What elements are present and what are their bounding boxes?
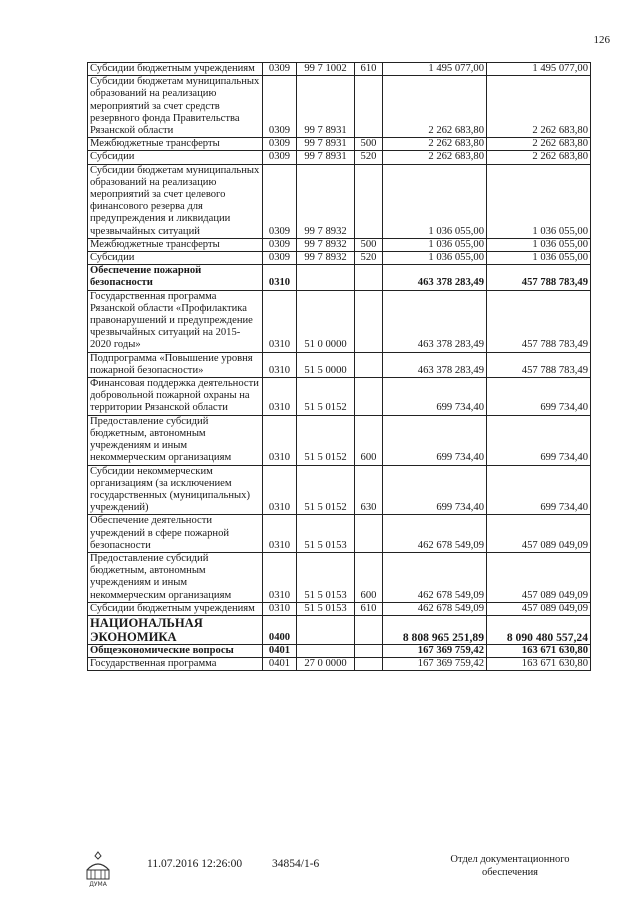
row-article-cell: 51 5 0000 [297, 352, 355, 377]
row-amount-2016-cell: 462 678 549,09 [383, 552, 487, 602]
row-article-cell: 99 7 8931 [297, 76, 355, 138]
row-article-cell: 99 7 8932 [297, 252, 355, 265]
row-section-cell: 0309 [263, 76, 297, 138]
row-amount-executed-cell: 457 788 783,49 [487, 290, 591, 352]
footer-document-code: 34854/1-6 [272, 858, 320, 870]
table-row [88, 552, 591, 602]
row-amount-executed-cell: 1 036 055,00 [487, 238, 591, 251]
row-name-cell: Субсидии бюджетам муниципальных образований на реализацию мероприятий за счет средств резервного фонда Правительства Рязанской области [88, 76, 263, 138]
table-row [88, 238, 591, 251]
table-row [88, 615, 591, 644]
row-section-cell: 0309 [263, 151, 297, 164]
duma-emblem-icon [81, 850, 115, 888]
row-article-cell: 99 7 8931 [297, 138, 355, 151]
row-article-cell: 51 5 0153 [297, 602, 355, 615]
row-amount-2016-cell: 462 678 549,09 [383, 602, 487, 615]
row-expense-type-cell: 610 [355, 63, 383, 76]
row-amount-executed-cell: 457 788 783,49 [487, 352, 591, 377]
row-amount-executed-cell: 457 788 783,49 [487, 265, 591, 290]
row-amount-executed-cell: 2 262 683,80 [487, 151, 591, 164]
row-section-cell: 0400 [263, 615, 297, 644]
row-article-cell: 51 5 0152 [297, 465, 355, 515]
table-row [88, 265, 591, 290]
row-article-cell: 51 5 0153 [297, 552, 355, 602]
row-section-cell: 0310 [263, 465, 297, 515]
row-amount-executed-cell: 163 671 630,80 [487, 644, 591, 657]
row-amount-2016-cell: 167 369 759,42 [383, 658, 487, 671]
row-amount-executed-cell: 1 036 055,00 [487, 164, 591, 238]
row-expense-type-cell: 520 [355, 252, 383, 265]
row-amount-2016-cell: 1 036 055,00 [383, 238, 487, 251]
row-name-cell: Обеспечение пожарной безопасности [88, 265, 263, 290]
budget-table [87, 62, 591, 671]
row-expense-type-cell [355, 378, 383, 416]
budget-table-body [88, 63, 591, 671]
table-row [88, 515, 591, 553]
row-name-cell: Субсидии некоммерческим организациям (за исключением государственных (муниципальных) учреждений) [88, 465, 263, 515]
row-expense-type-cell [355, 658, 383, 671]
row-article-cell: 99 7 8932 [297, 238, 355, 251]
row-expense-type-cell: 520 [355, 151, 383, 164]
row-amount-executed-cell: 8 090 480 557,24 [487, 615, 591, 644]
row-expense-type-cell: 500 [355, 138, 383, 151]
row-article-cell [297, 644, 355, 657]
row-amount-executed-cell: 457 089 049,09 [487, 552, 591, 602]
row-name-cell: Межбюджетные трансферты [88, 138, 263, 151]
row-section-cell: 0310 [263, 265, 297, 290]
table-row [88, 76, 591, 138]
row-amount-2016-cell: 1 036 055,00 [383, 252, 487, 265]
row-name-cell: Общеэкономические вопросы [88, 644, 263, 657]
row-amount-executed-cell: 699 734,40 [487, 415, 591, 465]
footer-date: 11.07.2016 12:26:00 [147, 858, 243, 870]
row-name-cell: Подпрограмма «Повышение уровня пожарной безопасности» [88, 352, 263, 377]
row-article-cell: 99 7 8931 [297, 151, 355, 164]
row-article-cell [297, 265, 355, 290]
row-amount-executed-cell: 457 089 049,09 [487, 602, 591, 615]
row-name-cell: Государственная программа Рязанской области «Профилактика правонарушений и предупреждение чрезвычайных ситуаций на 2015-2020 годы» [88, 290, 263, 352]
row-amount-2016-cell: 463 378 283,49 [383, 290, 487, 352]
row-amount-2016-cell: 1 495 077,00 [383, 63, 487, 76]
row-section-cell: 0310 [263, 515, 297, 553]
row-section-cell: 0309 [263, 164, 297, 238]
row-amount-executed-cell: 699 734,40 [487, 378, 591, 416]
row-amount-2016-cell: 699 734,40 [383, 378, 487, 416]
row-section-cell: 0310 [263, 552, 297, 602]
row-name-cell: Финансовая поддержка деятельности добровольной пожарной охраны на территории Рязанской области [88, 378, 263, 416]
row-name-cell: Государственная программа [88, 658, 263, 671]
row-section-cell: 0309 [263, 252, 297, 265]
row-section-cell: 0401 [263, 644, 297, 657]
row-section-cell: 0309 [263, 238, 297, 251]
row-article-cell: 51 5 0152 [297, 415, 355, 465]
row-section-cell: 0310 [263, 378, 297, 416]
row-name-cell: Межбюджетные трансферты [88, 238, 263, 251]
row-name-cell: Субсидии бюджетным учреждениям [88, 602, 263, 615]
row-article-cell: 99 7 8932 [297, 164, 355, 238]
row-expense-type-cell [355, 265, 383, 290]
row-article-cell: 51 0 0000 [297, 290, 355, 352]
table-row [88, 415, 591, 465]
table-row [88, 465, 591, 515]
row-section-cell: 0310 [263, 415, 297, 465]
row-amount-2016-cell: 462 678 549,09 [383, 515, 487, 553]
row-expense-type-cell [355, 352, 383, 377]
row-section-cell: 0309 [263, 138, 297, 151]
row-amount-2016-cell: 1 036 055,00 [383, 164, 487, 238]
row-name-cell: Субсидии бюджетным учреждениям [88, 63, 263, 76]
table-row [88, 164, 591, 238]
footer-department-line1: Отдел документационного [450, 854, 570, 865]
row-expense-type-cell [355, 515, 383, 553]
duma-emblem-text: ДУМА [89, 881, 107, 888]
row-name-cell: НАЦИОНАЛЬНАЯ ЭКОНОМИКА [88, 615, 263, 644]
row-name-cell: Субсидии бюджетам муниципальных образований на реализацию мероприятий за счет целевого финансового резерва для предупреждения и ликвидации чрезвычайных ситуаций [88, 164, 263, 238]
row-amount-executed-cell: 1 036 055,00 [487, 252, 591, 265]
row-article-cell [297, 615, 355, 644]
table-row [88, 252, 591, 265]
row-amount-2016-cell: 2 262 683,80 [383, 138, 487, 151]
row-amount-2016-cell: 699 734,40 [383, 465, 487, 515]
table-row [88, 138, 591, 151]
row-amount-executed-cell: 699 734,40 [487, 465, 591, 515]
row-amount-2016-cell: 699 734,40 [383, 415, 487, 465]
table-row [88, 658, 591, 671]
row-article-cell: 27 0 0000 [297, 658, 355, 671]
row-name-cell: Предоставление субсидий бюджетным, автономным учреждениям и иным некоммерческим организациям [88, 552, 263, 602]
row-section-cell: 0310 [263, 290, 297, 352]
footer-department-line2: обеспечения [481, 867, 539, 878]
row-expense-type-cell [355, 615, 383, 644]
row-amount-executed-cell: 457 089 049,09 [487, 515, 591, 553]
table-row [88, 378, 591, 416]
row-amount-2016-cell: 463 378 283,49 [383, 352, 487, 377]
row-section-cell: 0309 [263, 63, 297, 76]
table-row [88, 602, 591, 615]
table-row [88, 352, 591, 377]
row-name-cell: Субсидии [88, 151, 263, 164]
row-amount-2016-cell: 167 369 759,42 [383, 644, 487, 657]
row-expense-type-cell [355, 164, 383, 238]
row-expense-type-cell [355, 290, 383, 352]
row-name-cell: Предоставление субсидий бюджетным, автономным учреждениям и иным некоммерческим организациям [88, 415, 263, 465]
row-amount-2016-cell: 2 262 683,80 [383, 76, 487, 138]
row-amount-2016-cell: 463 378 283,49 [383, 265, 487, 290]
row-article-cell: 99 7 1002 [297, 63, 355, 76]
row-expense-type-cell: 500 [355, 238, 383, 251]
row-expense-type-cell: 600 [355, 552, 383, 602]
row-expense-type-cell [355, 644, 383, 657]
row-article-cell: 51 5 0152 [297, 378, 355, 416]
row-amount-executed-cell: 2 262 683,80 [487, 138, 591, 151]
row-name-cell: Обеспечение деятельности учреждений в сфере пожарной безопасности [88, 515, 263, 553]
row-section-cell: 0310 [263, 602, 297, 615]
table-row [88, 151, 591, 164]
row-expense-type-cell: 600 [355, 415, 383, 465]
row-section-cell: 0401 [263, 658, 297, 671]
row-amount-executed-cell: 1 495 077,00 [487, 63, 591, 76]
row-amount-2016-cell: 2 262 683,80 [383, 151, 487, 164]
row-article-cell: 51 5 0153 [297, 515, 355, 553]
row-expense-type-cell: 610 [355, 602, 383, 615]
table-row [88, 644, 591, 657]
row-amount-2016-cell: 8 808 965 251,89 [383, 615, 487, 644]
row-expense-type-cell: 630 [355, 465, 383, 515]
row-name-cell: Субсидии [88, 252, 263, 265]
row-amount-executed-cell: 163 671 630,80 [487, 658, 591, 671]
footer-department [440, 853, 580, 879]
row-amount-executed-cell: 2 262 683,80 [487, 76, 591, 138]
table-row [88, 63, 591, 76]
row-section-cell: 0310 [263, 352, 297, 377]
table-row [88, 290, 591, 352]
page-number: 126 [593, 34, 610, 46]
row-expense-type-cell [355, 76, 383, 138]
